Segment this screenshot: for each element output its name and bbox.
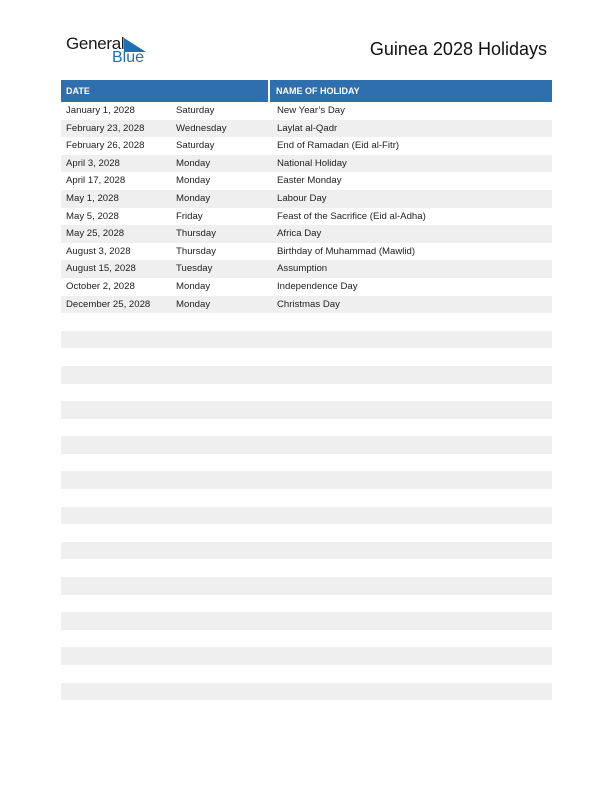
table-row bbox=[61, 278, 552, 296]
empty-table-row bbox=[61, 419, 552, 437]
holiday-name bbox=[272, 419, 552, 437]
holiday-name bbox=[272, 384, 552, 402]
holiday-day bbox=[171, 471, 272, 489]
holiday-date bbox=[61, 683, 171, 701]
empty-table-row bbox=[61, 559, 552, 577]
holiday-day: Monday bbox=[176, 298, 211, 310]
holiday-day bbox=[171, 683, 272, 701]
holiday-date: April 3, 2028 bbox=[66, 157, 120, 169]
holiday-day bbox=[171, 630, 272, 648]
holiday-date: February 26, 2028 bbox=[66, 140, 145, 152]
holiday-day: Tuesday bbox=[176, 263, 213, 275]
empty-table-row bbox=[61, 647, 552, 665]
holiday-name bbox=[272, 524, 552, 542]
empty-table-row bbox=[61, 313, 552, 331]
holiday-day: Saturday bbox=[176, 105, 215, 116]
holiday-name: Assumption bbox=[277, 263, 328, 275]
holiday-date: January 1, 2028 bbox=[66, 105, 135, 116]
table-row bbox=[61, 137, 552, 155]
table-row bbox=[61, 190, 552, 208]
holiday-name: Independence Day bbox=[277, 280, 358, 292]
holiday-name bbox=[272, 507, 552, 525]
holiday-date bbox=[61, 366, 171, 384]
empty-table-row bbox=[61, 683, 552, 701]
holiday-date bbox=[61, 454, 171, 472]
holiday-day: Monday bbox=[176, 280, 211, 292]
empty-table-row bbox=[61, 489, 552, 507]
holiday-name bbox=[272, 630, 552, 648]
empty-table-row bbox=[61, 577, 552, 595]
holiday-date bbox=[61, 507, 171, 525]
holiday-day: Saturday bbox=[176, 140, 215, 152]
holiday-date: August 3, 2028 bbox=[66, 245, 131, 257]
holiday-name: Africa Day bbox=[277, 228, 322, 240]
empty-table-row bbox=[61, 665, 552, 683]
holiday-day bbox=[171, 454, 272, 472]
holiday-name bbox=[272, 348, 552, 366]
empty-table-row bbox=[61, 542, 552, 560]
holiday-date bbox=[61, 559, 171, 577]
holiday-date bbox=[61, 331, 171, 349]
empty-table-row bbox=[61, 524, 552, 542]
holiday-date bbox=[61, 647, 171, 665]
empty-table-row bbox=[61, 612, 552, 630]
holiday-day bbox=[171, 700, 272, 718]
holiday-day bbox=[171, 366, 272, 384]
holiday-date bbox=[61, 384, 171, 402]
empty-table-row bbox=[61, 630, 552, 648]
holiday-date bbox=[61, 348, 171, 366]
table-row bbox=[61, 172, 552, 190]
holiday-day bbox=[171, 348, 272, 366]
holiday-date bbox=[61, 542, 171, 560]
empty-table-row bbox=[61, 700, 552, 718]
holiday-name bbox=[272, 471, 552, 489]
table-row bbox=[61, 102, 552, 120]
holiday-date bbox=[61, 471, 171, 489]
holiday-name bbox=[272, 454, 552, 472]
holiday-date bbox=[61, 401, 171, 419]
holiday-name: Labour Day bbox=[277, 192, 327, 204]
holiday-name: Birthday of Muhammad (Mawlid) bbox=[277, 245, 416, 257]
holiday-date: May 1, 2028 bbox=[66, 192, 119, 204]
holiday-day: Wednesday bbox=[176, 122, 227, 134]
empty-table-row bbox=[61, 401, 552, 419]
holiday-day bbox=[171, 524, 272, 542]
holiday-day: Friday bbox=[176, 210, 203, 222]
empty-table-row bbox=[61, 331, 552, 349]
table-header bbox=[61, 80, 552, 102]
holiday-date bbox=[61, 489, 171, 507]
holiday-date: October 2, 2028 bbox=[66, 280, 135, 292]
holiday-name bbox=[272, 542, 552, 560]
table-row bbox=[61, 120, 552, 138]
holiday-date bbox=[61, 313, 171, 331]
holiday-name bbox=[272, 683, 552, 701]
table-row bbox=[61, 225, 552, 243]
holiday-name bbox=[272, 313, 552, 331]
holiday-table bbox=[61, 80, 552, 718]
holiday-name: Christmas Day bbox=[277, 298, 340, 310]
holiday-name bbox=[272, 665, 552, 683]
holiday-date bbox=[61, 630, 171, 648]
holiday-name bbox=[272, 612, 552, 630]
holiday-day bbox=[171, 313, 272, 331]
holiday-name: National Holiday bbox=[277, 157, 347, 169]
empty-table-row bbox=[61, 436, 552, 454]
holiday-date: April 17, 2028 bbox=[66, 175, 126, 187]
logo-text-general: General bbox=[66, 34, 125, 53]
holiday-name: Feast of the Sacrifice (Eid al-Adha) bbox=[277, 210, 426, 222]
holiday-date bbox=[61, 577, 171, 595]
holiday-name bbox=[272, 401, 552, 419]
holiday-name bbox=[272, 366, 552, 384]
holiday-name bbox=[272, 436, 552, 454]
holiday-date bbox=[61, 595, 171, 613]
holiday-date: February 23, 2028 bbox=[66, 122, 145, 134]
holiday-date bbox=[61, 436, 171, 454]
holiday-date: May 5, 2028 bbox=[66, 210, 119, 222]
logo-text-blue: Blue bbox=[112, 49, 145, 66]
holiday-name bbox=[272, 647, 552, 665]
holiday-date bbox=[61, 524, 171, 542]
holiday-date bbox=[61, 665, 171, 683]
holiday-name bbox=[272, 700, 552, 718]
holiday-name bbox=[272, 331, 552, 349]
empty-table-row bbox=[61, 471, 552, 489]
empty-table-row bbox=[61, 595, 552, 613]
table-row bbox=[61, 208, 552, 226]
holiday-day: Monday bbox=[176, 192, 211, 204]
table-row bbox=[61, 243, 552, 261]
holiday-day bbox=[171, 331, 272, 349]
holiday-day bbox=[171, 577, 272, 595]
holiday-name: Easter Monday bbox=[277, 175, 342, 187]
holiday-day bbox=[171, 612, 272, 630]
holiday-name: New Year’s Day bbox=[277, 105, 345, 116]
holiday-date: December 25, 2028 bbox=[66, 298, 151, 310]
holiday-name bbox=[272, 577, 552, 595]
holiday-day bbox=[171, 384, 272, 402]
holiday-day: Thursday bbox=[176, 245, 216, 257]
table-row bbox=[61, 260, 552, 278]
holiday-date: May 25, 2028 bbox=[66, 228, 125, 240]
holiday-day bbox=[171, 507, 272, 525]
empty-table-row bbox=[61, 366, 552, 384]
logo bbox=[66, 34, 156, 68]
holiday-date bbox=[61, 700, 171, 718]
holiday-name: Laylat al-Qadr bbox=[277, 122, 338, 134]
empty-table-row bbox=[61, 507, 552, 525]
holiday-date: August 15, 2028 bbox=[66, 263, 136, 275]
holiday-day bbox=[171, 401, 272, 419]
holiday-day bbox=[171, 542, 272, 560]
holiday-name bbox=[272, 489, 552, 507]
header-holiday-name: NAME OF HOLIDAY bbox=[276, 86, 360, 96]
holiday-name bbox=[272, 595, 552, 613]
holiday-day bbox=[171, 436, 272, 454]
holiday-day bbox=[171, 559, 272, 577]
holiday-day bbox=[171, 647, 272, 665]
empty-table-row bbox=[61, 348, 552, 366]
holiday-date bbox=[61, 612, 171, 630]
holiday-day: Monday bbox=[176, 157, 211, 169]
holiday-day: Thursday bbox=[176, 228, 216, 240]
table-body bbox=[61, 102, 552, 718]
empty-table-row bbox=[61, 384, 552, 402]
page-title: Guinea 2028 Holidays bbox=[369, 39, 547, 59]
header-date: DATE bbox=[61, 80, 270, 102]
holiday-day bbox=[171, 595, 272, 613]
table-row bbox=[61, 296, 552, 314]
holiday-date bbox=[61, 419, 171, 437]
holiday-name: End of Ramadan (Eid al-Fitr) bbox=[277, 140, 400, 152]
empty-table-row bbox=[61, 454, 552, 472]
holiday-name bbox=[272, 559, 552, 577]
holiday-day bbox=[171, 489, 272, 507]
holiday-day bbox=[171, 419, 272, 437]
table-row bbox=[61, 155, 552, 173]
holiday-day bbox=[171, 665, 272, 683]
holiday-day: Monday bbox=[176, 175, 211, 187]
